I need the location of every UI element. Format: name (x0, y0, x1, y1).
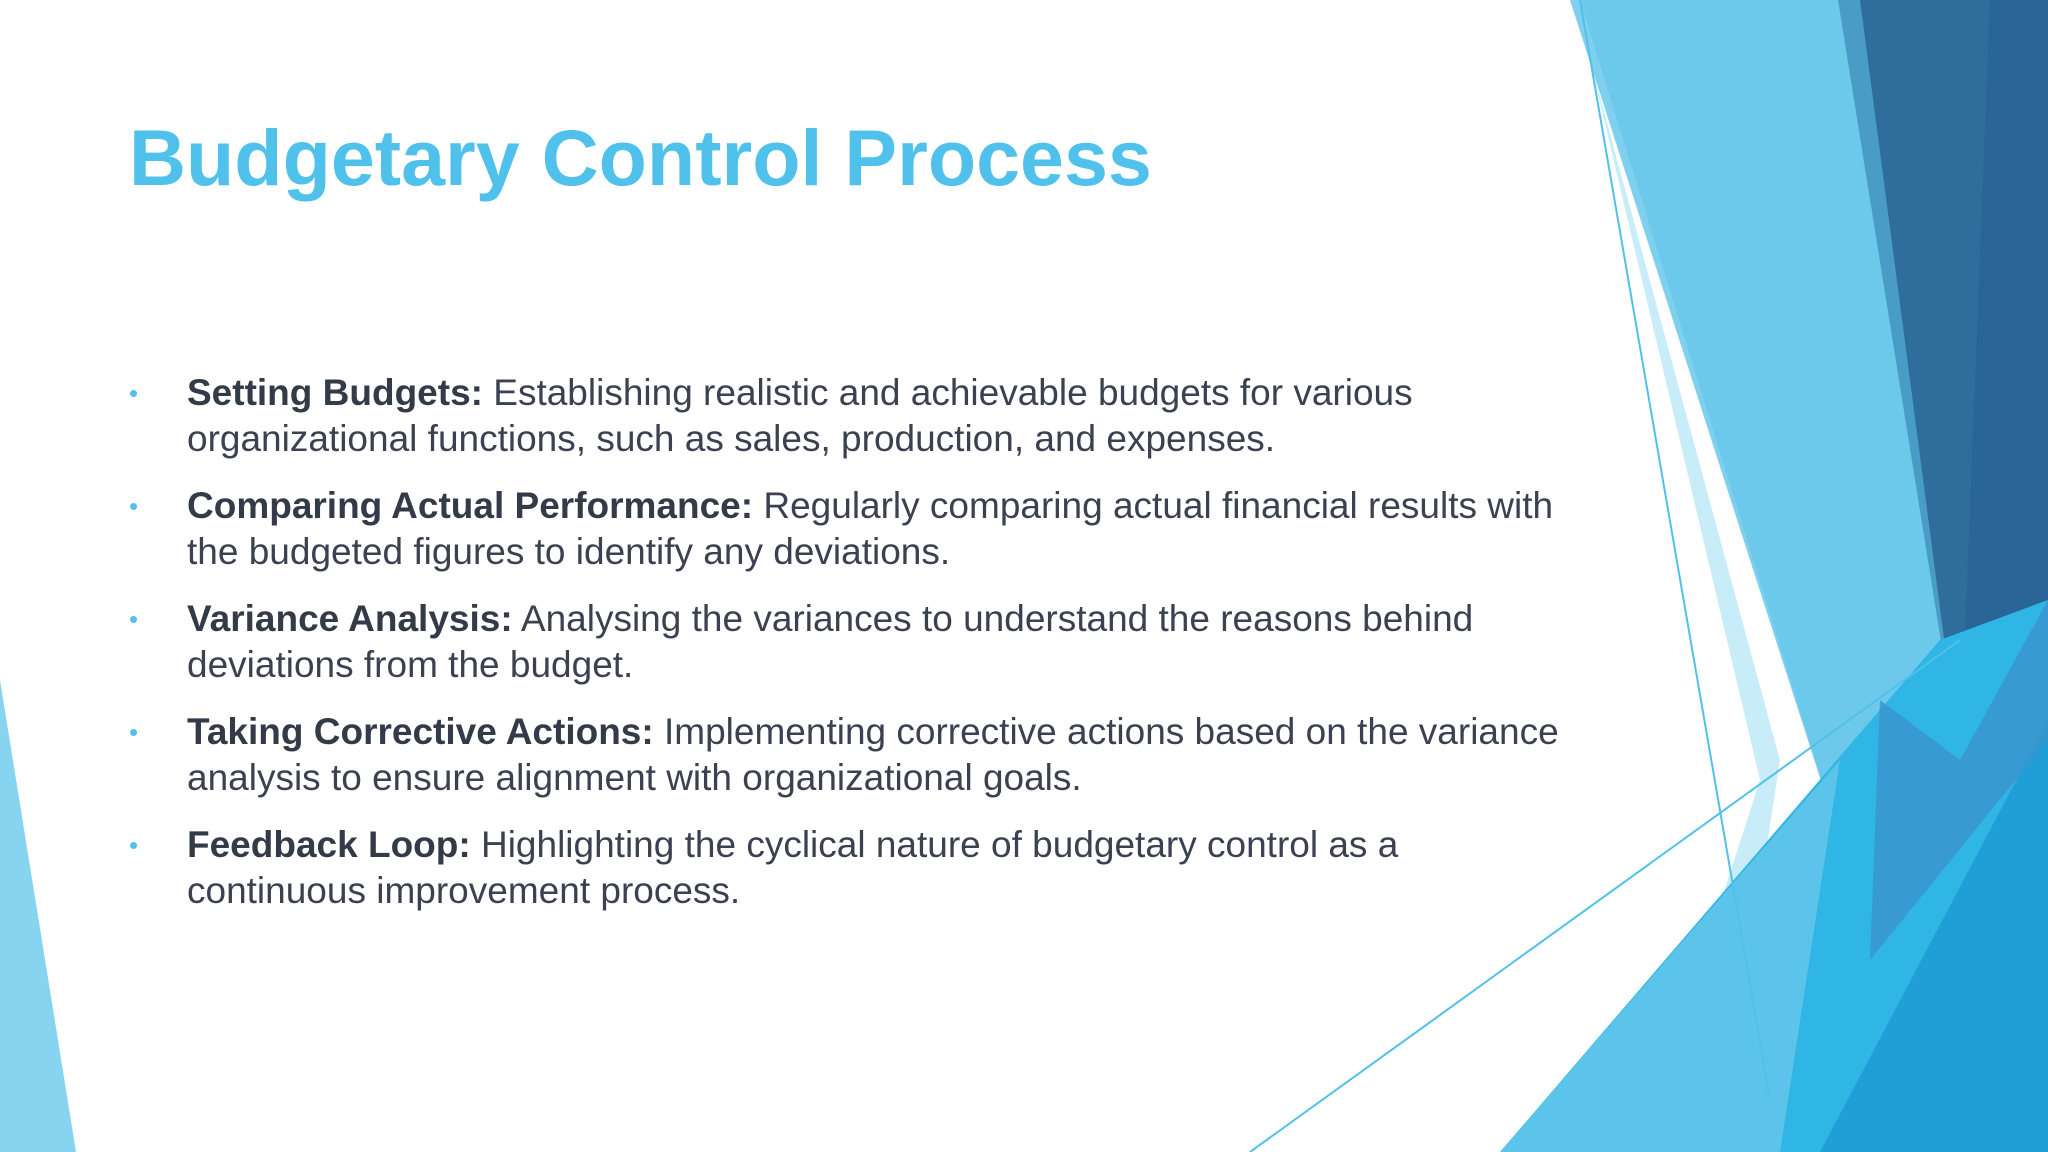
bullet-term: Taking Corrective Actions: (187, 711, 654, 752)
bullet-dot-icon: • (129, 491, 139, 521)
bullet-text: Highlighting the cyclical nature of budgetary control as a continuous improvement process. (187, 824, 1399, 911)
bullet-text: Regularly comparing actual financial results with the budgeted figures to identify any deviations. (187, 485, 1554, 572)
bullet-dot-icon: • (129, 378, 139, 408)
bullet-item (129, 596, 1559, 688)
bullet-term: Feedback Loop: (187, 824, 471, 865)
bullet-list (129, 370, 1559, 935)
bullet-item (129, 483, 1559, 575)
bullet-text: Implementing corrective actions based on the variance analysis to ensure alignment with organizational goals. (187, 711, 1559, 798)
bullet-item (129, 370, 1559, 462)
bullet-term: Variance Analysis: (187, 598, 513, 639)
slide-title: Budgetary Control Process (129, 113, 1152, 202)
bullet-text: Analysing the variances to understand the reasons behind deviations from the budget. (187, 598, 1474, 685)
left-accent-shape (0, 680, 76, 1152)
bullet-dot-icon: • (129, 604, 139, 634)
bullet-dot-icon: • (129, 717, 139, 747)
bullet-text: Establishing realistic and achievable budgets for various organizational functions, such as sales, production, and expenses. (187, 372, 1413, 459)
bullet-term: Setting Budgets: (187, 372, 483, 413)
bullet-dot-icon: • (129, 830, 139, 860)
bullet-item (129, 709, 1559, 801)
bullet-item (129, 822, 1559, 914)
bullet-term: Comparing Actual Performance: (187, 485, 754, 526)
